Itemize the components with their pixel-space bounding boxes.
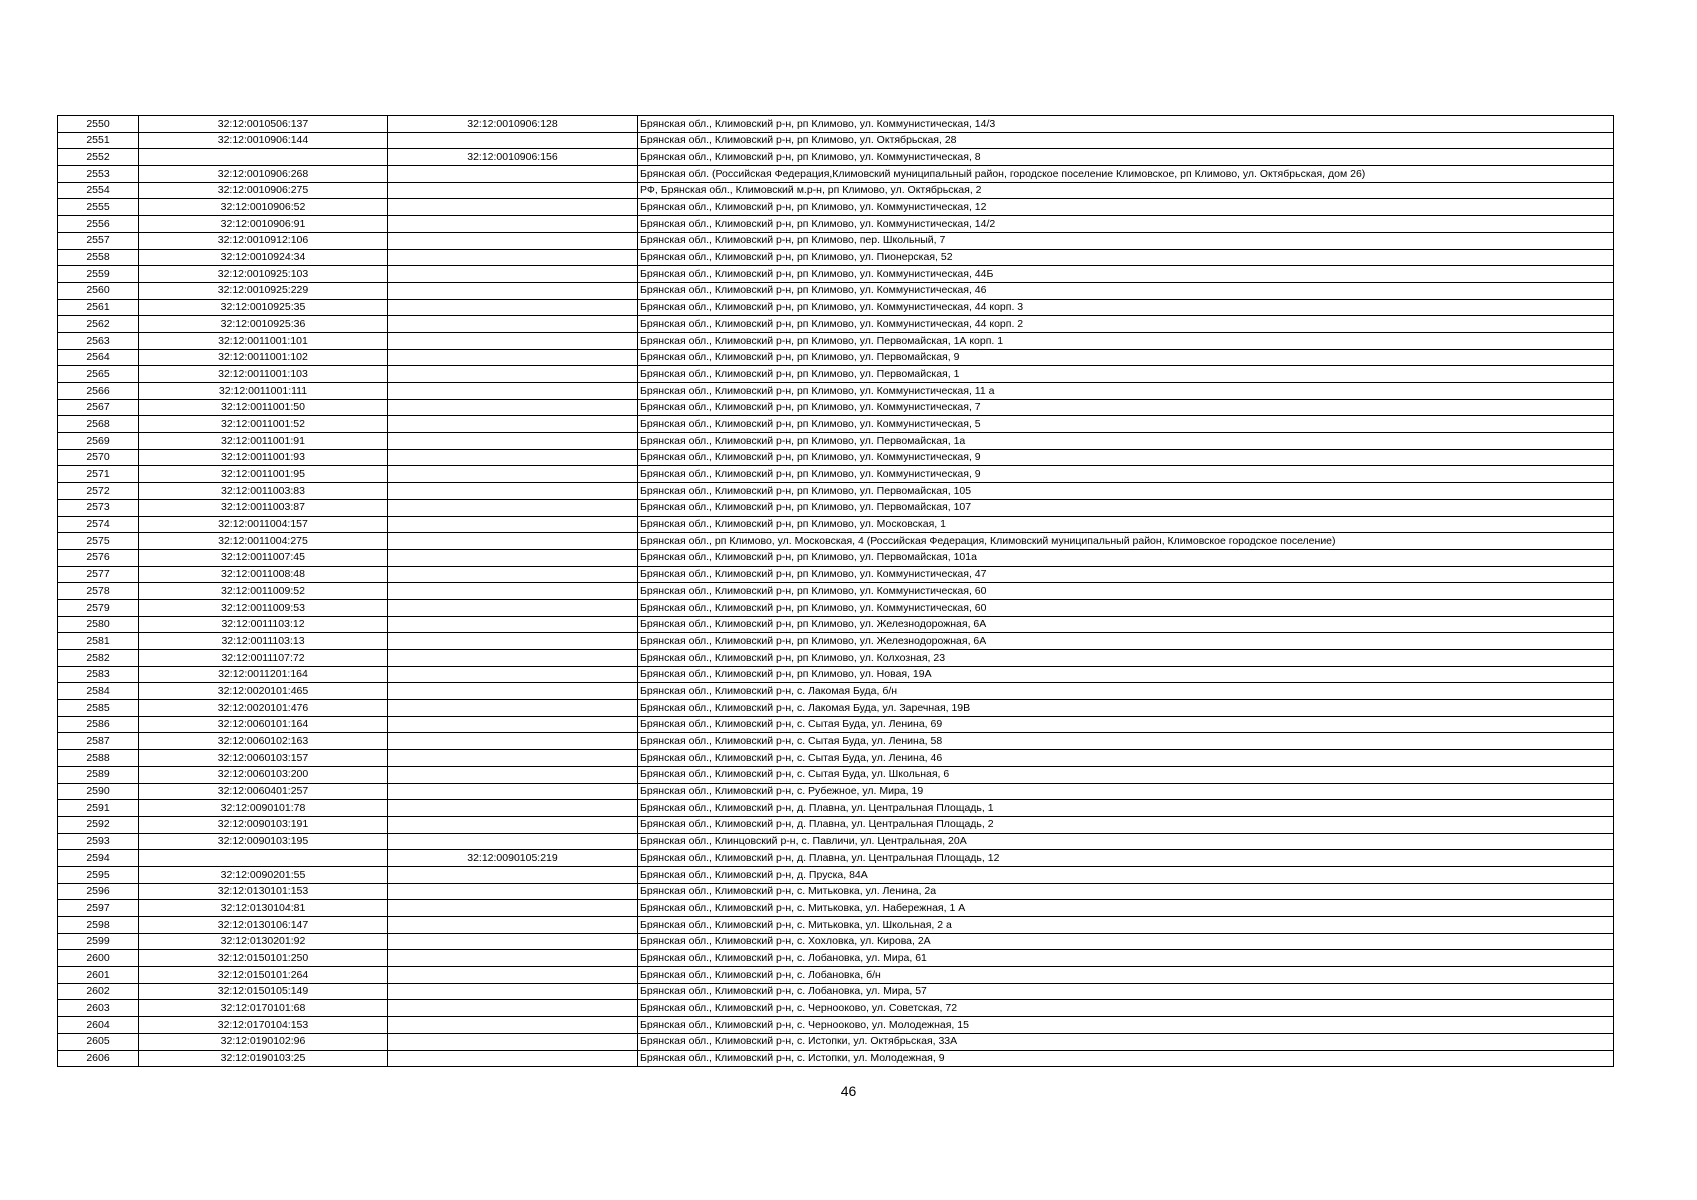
table-row xyxy=(58,883,1614,900)
cadastral-number-cell: 32:12:0130106:147 xyxy=(139,917,388,934)
related-cadastral-number-cell xyxy=(388,900,638,917)
row-number-cell: 2597 xyxy=(58,900,139,917)
cadastral-number-cell: 32:12:0011001:111 xyxy=(139,383,388,400)
address-cell: РФ, Брянская обл., Климовский м.р-н, рп Климово, ул. Октябрьская, 2 xyxy=(638,182,1614,199)
cadastral-number-cell: 32:12:0011107:72 xyxy=(139,650,388,667)
row-number-cell: 2601 xyxy=(58,967,139,984)
cadastral-number-cell: 32:12:0190103:25 xyxy=(139,1050,388,1067)
related-cadastral-number-cell xyxy=(388,166,638,183)
related-cadastral-number-cell xyxy=(388,716,638,733)
related-cadastral-number-cell xyxy=(388,816,638,833)
table-row xyxy=(58,282,1614,299)
address-cell: Брянская обл., Климовский р-н, с. Сытая Буда, ул. Ленина, 58 xyxy=(638,733,1614,750)
row-number-cell: 2588 xyxy=(58,750,139,767)
table-row xyxy=(58,1017,1614,1034)
table-row xyxy=(58,700,1614,717)
cadastral-number-cell: 32:12:0060101:164 xyxy=(139,716,388,733)
row-number-cell: 2566 xyxy=(58,383,139,400)
cadastral-number-cell: 32:12:0090103:191 xyxy=(139,816,388,833)
table-row xyxy=(58,499,1614,516)
related-cadastral-number-cell xyxy=(388,249,638,266)
cadastral-number-cell xyxy=(139,850,388,867)
address-cell: Брянская обл., Климовский р-н, с. Лобановка, б/н xyxy=(638,967,1614,984)
address-cell: Брянская обл., Климовский р-н, с. Лакомая Буда, б/н xyxy=(638,683,1614,700)
table-row xyxy=(58,416,1614,433)
cadastral-number-cell: 32:12:0011103:12 xyxy=(139,616,388,633)
row-number-cell: 2567 xyxy=(58,399,139,416)
related-cadastral-number-cell xyxy=(388,466,638,483)
table-row xyxy=(58,800,1614,817)
table-row xyxy=(58,533,1614,550)
address-cell: Брянская обл., Климовский р-н, рп Климово, ул. Пионерская, 52 xyxy=(638,249,1614,266)
cadastral-number-cell: 32:12:0150101:264 xyxy=(139,967,388,984)
related-cadastral-number-cell: 32:12:0090105:219 xyxy=(388,850,638,867)
row-number-cell: 2602 xyxy=(58,983,139,1000)
cadastral-number-cell: 32:12:0010925:103 xyxy=(139,266,388,283)
cadastral-number-cell: 32:12:0090103:195 xyxy=(139,833,388,850)
related-cadastral-number-cell xyxy=(388,599,638,616)
related-cadastral-number-cell xyxy=(388,616,638,633)
table-row xyxy=(58,900,1614,917)
related-cadastral-number-cell xyxy=(388,549,638,566)
row-number-cell: 2561 xyxy=(58,299,139,316)
address-cell: Брянская обл., Климовский р-н, рп Климово, ул. Колхозная, 23 xyxy=(638,650,1614,667)
cadastral-number-cell xyxy=(139,149,388,166)
related-cadastral-number-cell xyxy=(388,833,638,850)
row-number-cell: 2570 xyxy=(58,449,139,466)
row-number-cell: 2571 xyxy=(58,466,139,483)
related-cadastral-number-cell xyxy=(388,216,638,233)
cadastral-number-cell: 32:12:0011001:102 xyxy=(139,349,388,366)
table-row xyxy=(58,299,1614,316)
related-cadastral-number-cell xyxy=(388,182,638,199)
table-row xyxy=(58,917,1614,934)
table-row xyxy=(58,349,1614,366)
cadastral-number-cell: 32:12:0190102:96 xyxy=(139,1033,388,1050)
table-row xyxy=(58,583,1614,600)
related-cadastral-number-cell: 32:12:0010906:156 xyxy=(388,149,638,166)
related-cadastral-number-cell xyxy=(388,433,638,450)
related-cadastral-number-cell xyxy=(388,983,638,1000)
row-number-cell: 2576 xyxy=(58,549,139,566)
address-cell: Брянская обл., Климовский р-н, д. Пруска, 84А xyxy=(638,866,1614,883)
table-row xyxy=(58,599,1614,616)
cadastral-number-cell: 32:12:0011004:157 xyxy=(139,516,388,533)
table-row xyxy=(58,616,1614,633)
row-number-cell: 2591 xyxy=(58,800,139,817)
related-cadastral-number-cell xyxy=(388,1050,638,1067)
cadastral-number-cell: 32:12:0170104:153 xyxy=(139,1017,388,1034)
related-cadastral-number-cell xyxy=(388,950,638,967)
cadastral-number-cell: 32:12:0060103:157 xyxy=(139,750,388,767)
table-row xyxy=(58,466,1614,483)
related-cadastral-number-cell xyxy=(388,750,638,767)
related-cadastral-number-cell xyxy=(388,650,638,667)
row-number-cell: 2550 xyxy=(58,116,139,133)
address-cell: Брянская обл., Климовский р-н, с. Митьковка, ул. Ленина, 2а xyxy=(638,883,1614,900)
address-cell: Брянская обл., Климовский р-н, с. Рубежное, ул. Мира, 19 xyxy=(638,783,1614,800)
row-number-cell: 2595 xyxy=(58,866,139,883)
related-cadastral-number-cell xyxy=(388,566,638,583)
cadastral-number-cell: 32:12:0090101:78 xyxy=(139,800,388,817)
table-row xyxy=(58,983,1614,1000)
address-cell: Брянская обл., Климовский р-н, с. Истопки, ул. Октябрьская, 33А xyxy=(638,1033,1614,1050)
address-cell: Брянская обл., Климовский р-н, рп Климово, ул. Коммунистическая, 5 xyxy=(638,416,1614,433)
row-number-cell: 2573 xyxy=(58,499,139,516)
table-row xyxy=(58,1033,1614,1050)
related-cadastral-number-cell xyxy=(388,282,638,299)
related-cadastral-number-cell xyxy=(388,366,638,383)
row-number-cell: 2562 xyxy=(58,316,139,333)
address-cell: Брянская обл., Климовский р-н, с. Сытая Буда, ул. Ленина, 69 xyxy=(638,716,1614,733)
related-cadastral-number-cell xyxy=(388,866,638,883)
table-row xyxy=(58,850,1614,867)
related-cadastral-number-cell xyxy=(388,232,638,249)
property-registry-table xyxy=(57,115,1614,1067)
table-row xyxy=(58,750,1614,767)
address-cell: Брянская обл., рп Климово, ул. Московская, 4 (Российская Федерация, Климовский муниципальный район, Климовское городское поселение) xyxy=(638,533,1614,550)
table-row xyxy=(58,433,1614,450)
address-cell: Брянская обл., Климовский р-н, рп Климово, ул. Первомайская, 105 xyxy=(638,483,1614,500)
row-number-cell: 2559 xyxy=(58,266,139,283)
related-cadastral-number-cell xyxy=(388,499,638,516)
row-number-cell: 2594 xyxy=(58,850,139,867)
table-row xyxy=(58,650,1614,667)
row-number-cell: 2563 xyxy=(58,332,139,349)
row-number-cell: 2554 xyxy=(58,182,139,199)
related-cadastral-number-cell xyxy=(388,299,638,316)
row-number-cell: 2564 xyxy=(58,349,139,366)
row-number-cell: 2600 xyxy=(58,950,139,967)
address-cell: Брянская обл., Климовский р-н, рп Климово, ул. Первомайская, 101а xyxy=(638,549,1614,566)
table-row xyxy=(58,266,1614,283)
related-cadastral-number-cell xyxy=(388,516,638,533)
table-row xyxy=(58,149,1614,166)
cadastral-number-cell: 32:12:0010906:144 xyxy=(139,132,388,149)
cadastral-number-cell: 32:12:0011004:275 xyxy=(139,533,388,550)
table-row xyxy=(58,816,1614,833)
row-number-cell: 2555 xyxy=(58,199,139,216)
row-number-cell: 2577 xyxy=(58,566,139,583)
cadastral-number-cell: 32:12:0011007:45 xyxy=(139,549,388,566)
row-number-cell: 2603 xyxy=(58,1000,139,1017)
cadastral-number-cell: 32:12:0010912:106 xyxy=(139,232,388,249)
related-cadastral-number-cell xyxy=(388,383,638,400)
related-cadastral-number-cell xyxy=(388,633,638,650)
related-cadastral-number-cell xyxy=(388,583,638,600)
table-row xyxy=(58,733,1614,750)
table-row xyxy=(58,216,1614,233)
table-row xyxy=(58,166,1614,183)
related-cadastral-number-cell xyxy=(388,933,638,950)
cadastral-number-cell: 32:12:0011009:53 xyxy=(139,599,388,616)
row-number-cell: 2578 xyxy=(58,583,139,600)
row-number-cell: 2593 xyxy=(58,833,139,850)
address-cell: Брянская обл., Климовский р-н, с. Лакомая Буда, ул. Заречная, 19В xyxy=(638,700,1614,717)
related-cadastral-number-cell xyxy=(388,733,638,750)
table-row xyxy=(58,316,1614,333)
row-number-cell: 2556 xyxy=(58,216,139,233)
row-number-cell: 2604 xyxy=(58,1017,139,1034)
registry-table-body xyxy=(58,116,1614,1067)
address-cell: Брянская обл., Климовский р-н, рп Климово, ул. Первомайская, 9 xyxy=(638,349,1614,366)
row-number-cell: 2592 xyxy=(58,816,139,833)
related-cadastral-number-cell xyxy=(388,766,638,783)
cadastral-number-cell: 32:12:0011008:48 xyxy=(139,566,388,583)
address-cell: Брянская обл., Климовский р-н, рп Климово, ул. Коммунистическая, 9 xyxy=(638,466,1614,483)
address-cell: Брянская обл., Климовский р-н, с. Сытая Буда, ул. Школьная, 6 xyxy=(638,766,1614,783)
row-number-cell: 2585 xyxy=(58,700,139,717)
cadastral-number-cell: 32:12:0011001:50 xyxy=(139,399,388,416)
row-number-cell: 2558 xyxy=(58,249,139,266)
cadastral-number-cell: 32:12:0010506:137 xyxy=(139,116,388,133)
row-number-cell: 2557 xyxy=(58,232,139,249)
cadastral-number-cell: 32:12:0060401:257 xyxy=(139,783,388,800)
cadastral-number-cell: 32:12:0150105:149 xyxy=(139,983,388,1000)
cadastral-number-cell: 32:12:0011001:93 xyxy=(139,449,388,466)
address-cell: Брянская обл. (Российская Федерация,Климовский муниципальный район, городское поселение Климовское, рп Климово, ул. Октябрьская, дом 26) xyxy=(638,166,1614,183)
table-row xyxy=(58,116,1614,133)
address-cell: Брянская обл., Климовский р-н, рп Климово, ул. Коммунистическая, 44 корп. 3 xyxy=(638,299,1614,316)
cadastral-number-cell: 32:12:0090201:55 xyxy=(139,866,388,883)
row-number-cell: 2583 xyxy=(58,666,139,683)
cadastral-number-cell: 32:12:0011003:83 xyxy=(139,483,388,500)
related-cadastral-number-cell xyxy=(388,683,638,700)
address-cell: Брянская обл., Климовский р-н, рп Климово, пер. Школьный, 7 xyxy=(638,232,1614,249)
cadastral-number-cell: 32:12:0011009:52 xyxy=(139,583,388,600)
row-number-cell: 2587 xyxy=(58,733,139,750)
address-cell: Брянская обл., Климовский р-н, рп Климово, ул. Московская, 1 xyxy=(638,516,1614,533)
address-cell: Брянская обл., Климовский р-н, д. Плавна, ул. Центральная Площадь, 2 xyxy=(638,816,1614,833)
related-cadastral-number-cell xyxy=(388,533,638,550)
table-row xyxy=(58,383,1614,400)
address-cell: Брянская обл., Климовский р-н, рп Климово, ул. Коммунистическая, 60 xyxy=(638,599,1614,616)
cadastral-number-cell: 32:12:0010925:229 xyxy=(139,282,388,299)
cadastral-number-cell: 32:12:0011001:103 xyxy=(139,366,388,383)
table-row xyxy=(58,549,1614,566)
related-cadastral-number-cell xyxy=(388,967,638,984)
address-cell: Брянская обл., Климовский р-н, с. Чернооково, ул. Советская, 72 xyxy=(638,1000,1614,1017)
table-row xyxy=(58,249,1614,266)
table-row xyxy=(58,683,1614,700)
address-cell: Брянская обл., Климовский р-н, д. Плавна, ул. Центральная Площадь, 12 xyxy=(638,850,1614,867)
related-cadastral-number-cell xyxy=(388,449,638,466)
row-number-cell: 2569 xyxy=(58,433,139,450)
cadastral-number-cell: 32:12:0010906:91 xyxy=(139,216,388,233)
row-number-cell: 2581 xyxy=(58,633,139,650)
table-row xyxy=(58,232,1614,249)
cadastral-number-cell: 32:12:0130101:153 xyxy=(139,883,388,900)
cadastral-number-cell: 32:12:0060102:163 xyxy=(139,733,388,750)
cadastral-number-cell: 32:12:0130104:81 xyxy=(139,900,388,917)
address-cell: Брянская обл., Климовский р-н, рп Климово, ул. Первомайская, 1а xyxy=(638,433,1614,450)
address-cell: Брянская обл., Климовский р-н, рп Климово, ул. Коммунистическая, 44Б xyxy=(638,266,1614,283)
table-row xyxy=(58,933,1614,950)
row-number-cell: 2589 xyxy=(58,766,139,783)
row-number-cell: 2586 xyxy=(58,716,139,733)
table-row xyxy=(58,399,1614,416)
address-cell: Брянская обл., Климовский р-н, рп Климово, ул. Первомайская, 1 xyxy=(638,366,1614,383)
row-number-cell: 2599 xyxy=(58,933,139,950)
address-cell: Брянская обл., Климовский р-н, рп Климово, ул. Первомайская, 107 xyxy=(638,499,1614,516)
address-cell: Брянская обл., Климовский р-н, рп Климово, ул. Коммунистическая, 12 xyxy=(638,199,1614,216)
related-cadastral-number-cell xyxy=(388,483,638,500)
cadastral-number-cell: 32:12:0010925:36 xyxy=(139,316,388,333)
address-cell: Брянская обл., Климовский р-н, рп Климово, ул. Новая, 19А xyxy=(638,666,1614,683)
row-number-cell: 2553 xyxy=(58,166,139,183)
related-cadastral-number-cell xyxy=(388,883,638,900)
related-cadastral-number-cell xyxy=(388,199,638,216)
table-row xyxy=(58,182,1614,199)
address-cell: Брянская обл., Климовский р-н, рп Климово, ул. Коммунистическая, 11 а xyxy=(638,383,1614,400)
row-number-cell: 2579 xyxy=(58,599,139,616)
address-cell: Брянская обл., Климовский р-н, с. Сытая Буда, ул. Ленина, 46 xyxy=(638,750,1614,767)
address-cell: Брянская обл., Климовский р-н, с. Лобановка, ул. Мира, 57 xyxy=(638,983,1614,1000)
address-cell: Брянская обл., Климовский р-н, рп Климово, ул. Октябрьская, 28 xyxy=(638,132,1614,149)
table-row xyxy=(58,1000,1614,1017)
table-row xyxy=(58,516,1614,533)
related-cadastral-number-cell xyxy=(388,416,638,433)
table-row xyxy=(58,833,1614,850)
cadastral-number-cell: 32:12:0150101:250 xyxy=(139,950,388,967)
cadastral-number-cell: 32:12:0011001:91 xyxy=(139,433,388,450)
row-number-cell: 2598 xyxy=(58,917,139,934)
cadastral-number-cell: 32:12:0010906:52 xyxy=(139,199,388,216)
cadastral-number-cell: 32:12:0011001:101 xyxy=(139,332,388,349)
address-cell: Брянская обл., Климовский р-н, рп Климово, ул. Железнодорожная, 6А xyxy=(638,633,1614,650)
address-cell: Брянская обл., Климовский р-н, рп Климово, ул. Коммунистическая, 14/2 xyxy=(638,216,1614,233)
related-cadastral-number-cell xyxy=(388,700,638,717)
table-row xyxy=(58,633,1614,650)
cadastral-number-cell: 32:12:0010924:34 xyxy=(139,249,388,266)
table-row xyxy=(58,483,1614,500)
table-row xyxy=(58,366,1614,383)
address-cell: Брянская обл., Климовский р-н, рп Климово, ул. Коммунистическая, 47 xyxy=(638,566,1614,583)
cadastral-number-cell: 32:12:0020101:476 xyxy=(139,700,388,717)
related-cadastral-number-cell xyxy=(388,1017,638,1034)
row-number-cell: 2574 xyxy=(58,516,139,533)
cadastral-number-cell: 32:12:0020101:465 xyxy=(139,683,388,700)
cadastral-number-cell: 32:12:0170101:68 xyxy=(139,1000,388,1017)
related-cadastral-number-cell xyxy=(388,316,638,333)
related-cadastral-number-cell xyxy=(388,917,638,934)
address-cell: Брянская обл., Климовский р-н, рп Климово, ул. Коммунистическая, 8 xyxy=(638,149,1614,166)
cadastral-number-cell: 32:12:0011001:95 xyxy=(139,466,388,483)
related-cadastral-number-cell xyxy=(388,1033,638,1050)
row-number-cell: 2552 xyxy=(58,149,139,166)
row-number-cell: 2605 xyxy=(58,1033,139,1050)
address-cell: Брянская обл., Климовский р-н, рп Климово, ул. Коммунистическая, 44 корп. 2 xyxy=(638,316,1614,333)
row-number-cell: 2606 xyxy=(58,1050,139,1067)
row-number-cell: 2551 xyxy=(58,132,139,149)
table-row xyxy=(58,566,1614,583)
row-number-cell: 2584 xyxy=(58,683,139,700)
cadastral-number-cell: 32:12:0011201:164 xyxy=(139,666,388,683)
table-row xyxy=(58,449,1614,466)
cadastral-number-cell: 32:12:0010906:275 xyxy=(139,182,388,199)
row-number-cell: 2582 xyxy=(58,650,139,667)
table-row xyxy=(58,967,1614,984)
address-cell: Брянская обл., Климовский р-н, д. Плавна, ул. Центральная Площадь, 1 xyxy=(638,800,1614,817)
related-cadastral-number-cell xyxy=(388,332,638,349)
table-row xyxy=(58,950,1614,967)
row-number-cell: 2596 xyxy=(58,883,139,900)
address-cell: Брянская обл., Климовский р-н, с. Хохловка, ул. Кирова, 2А xyxy=(638,933,1614,950)
address-cell: Брянская обл., Климовский р-н, с. Истопки, ул. Молодежная, 9 xyxy=(638,1050,1614,1067)
cadastral-number-cell: 32:12:0130201:92 xyxy=(139,933,388,950)
related-cadastral-number-cell xyxy=(388,399,638,416)
row-number-cell: 2575 xyxy=(58,533,139,550)
row-number-cell: 2560 xyxy=(58,282,139,299)
address-cell: Брянская обл., Климовский р-н, с. Митьковка, ул. Набережная, 1 А xyxy=(638,900,1614,917)
row-number-cell: 2590 xyxy=(58,783,139,800)
cadastral-number-cell: 32:12:0011003:87 xyxy=(139,499,388,516)
address-cell: Брянская обл., Климовский р-н, рп Климово, ул. Железнодорожная, 6А xyxy=(638,616,1614,633)
address-cell: Брянская обл., Клинцовский р-н, с. Павличи, ул. Центральная, 20А xyxy=(638,833,1614,850)
cadastral-number-cell: 32:12:0010925:35 xyxy=(139,299,388,316)
address-cell: Брянская обл., Климовский р-н, с. Лобановка, ул. Мира, 61 xyxy=(638,950,1614,967)
row-number-cell: 2568 xyxy=(58,416,139,433)
address-cell: Брянская обл., Климовский р-н, с. Чернооково, ул. Молодежная, 15 xyxy=(638,1017,1614,1034)
related-cadastral-number-cell xyxy=(388,1000,638,1017)
table-row xyxy=(58,1050,1614,1067)
page-number: 46 xyxy=(840,1083,857,1099)
table-row xyxy=(58,783,1614,800)
cadastral-number-cell: 32:12:0011001:52 xyxy=(139,416,388,433)
address-cell: Брянская обл., Климовский р-н, рп Климово, ул. Коммунистическая, 46 xyxy=(638,282,1614,299)
cadastral-number-cell: 32:12:0011103:13 xyxy=(139,633,388,650)
row-number-cell: 2572 xyxy=(58,483,139,500)
address-cell: Брянская обл., Климовский р-н, рп Климово, ул. Коммунистическая, 14/3 xyxy=(638,116,1614,133)
address-cell: Брянская обл., Климовский р-н, рп Климово, ул. Коммунистическая, 9 xyxy=(638,449,1614,466)
related-cadastral-number-cell xyxy=(388,783,638,800)
address-cell: Брянская обл., Климовский р-н, с. Митьковка, ул. Школьная, 2 а xyxy=(638,917,1614,934)
table-row xyxy=(58,866,1614,883)
table-row xyxy=(58,132,1614,149)
table-row xyxy=(58,716,1614,733)
related-cadastral-number-cell: 32:12:0010906:128 xyxy=(388,116,638,133)
row-number-cell: 2580 xyxy=(58,616,139,633)
related-cadastral-number-cell xyxy=(388,666,638,683)
table-row xyxy=(58,766,1614,783)
cadastral-number-cell: 32:12:0010906:268 xyxy=(139,166,388,183)
related-cadastral-number-cell xyxy=(388,266,638,283)
address-cell: Брянская обл., Климовский р-н, рп Климово, ул. Коммунистическая, 7 xyxy=(638,399,1614,416)
table-row xyxy=(58,666,1614,683)
row-number-cell: 2565 xyxy=(58,366,139,383)
related-cadastral-number-cell xyxy=(388,132,638,149)
cadastral-number-cell: 32:12:0060103:200 xyxy=(139,766,388,783)
related-cadastral-number-cell xyxy=(388,349,638,366)
related-cadastral-number-cell xyxy=(388,800,638,817)
address-cell: Брянская обл., Климовский р-н, рп Климово, ул. Коммунистическая, 60 xyxy=(638,583,1614,600)
address-cell: Брянская обл., Климовский р-н, рп Климово, ул. Первомайская, 1А корп. 1 xyxy=(638,332,1614,349)
table-row xyxy=(58,199,1614,216)
table-row xyxy=(58,332,1614,349)
